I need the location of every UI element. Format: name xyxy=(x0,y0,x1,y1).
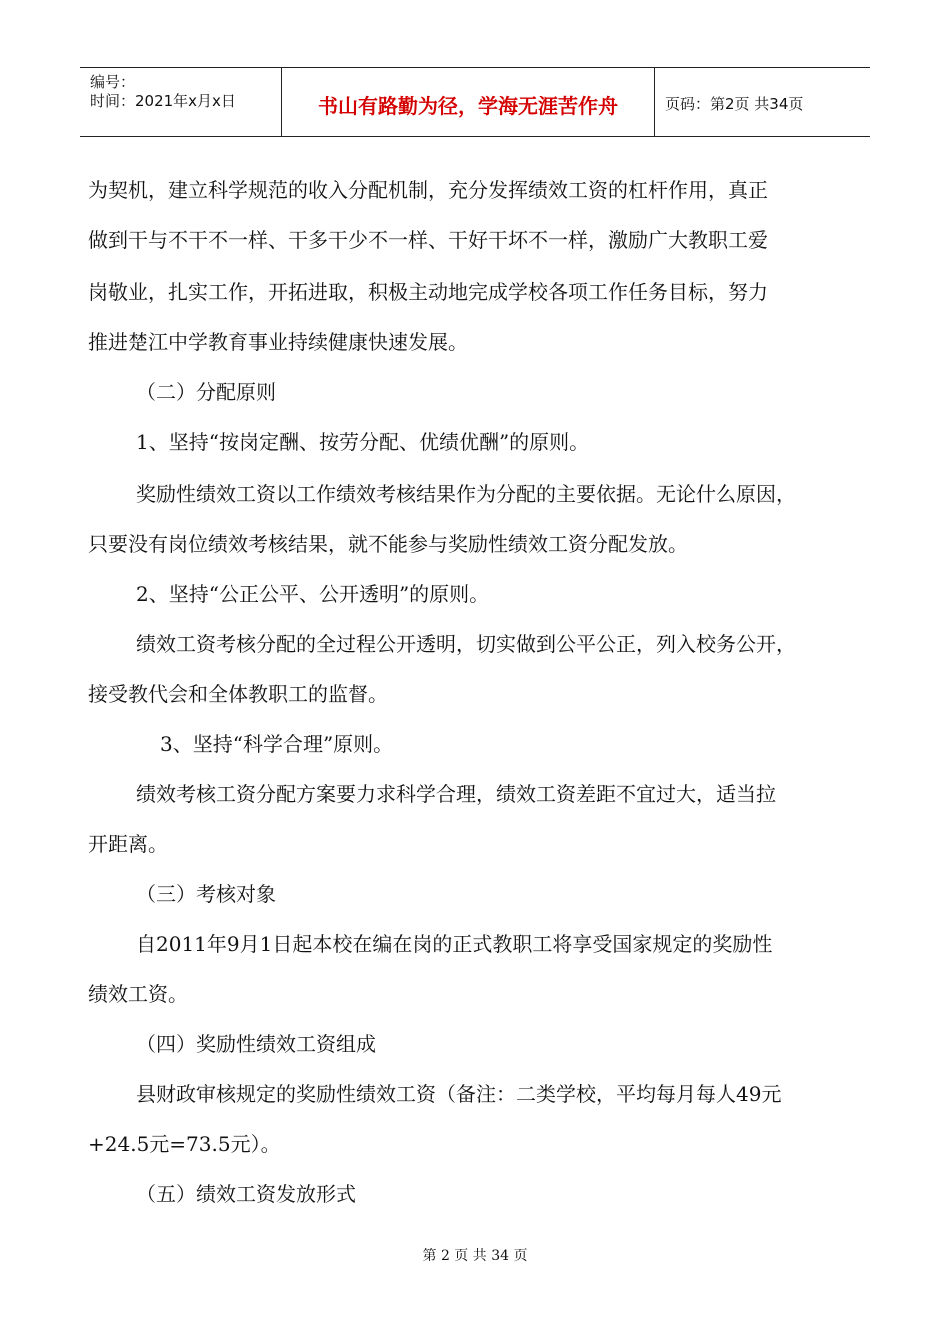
time-label: 时间：2021年x月x日 xyxy=(90,92,236,110)
body-line: 岗敬业，扎实工作，开拓进取，积极主动地完成学校各项工作任务目标，努力 xyxy=(88,280,768,304)
body-line: 奖励性绩效工资以工作绩效考核结果作为分配的主要依据。无论什么原因， xyxy=(136,482,796,506)
principle-item: 3、坚持“科学合理”原则。 xyxy=(160,732,394,756)
body-line: 只要没有岗位绩效考核结果，就不能参与奖励性绩效工资分配发放。 xyxy=(88,532,688,556)
page-footer: 第 2 页 共 34 页 xyxy=(422,1248,528,1264)
body-line: 绩效考核工资分配方案要力求科学合理，绩效工资差距不宜过大，适当拉 xyxy=(136,782,776,806)
number-label: 编号： xyxy=(90,73,136,91)
body-line: 绩效工资。 xyxy=(88,982,188,1006)
header-meta xyxy=(80,68,280,136)
section-heading: （三）考核对象 xyxy=(136,882,276,906)
document-header xyxy=(80,67,870,137)
body-line: 做到干与不干不一样、干多干少不一样、干好干坏不一样，激励广大教职工爱 xyxy=(88,228,768,252)
section-heading: （四）奖励性绩效工资组成 xyxy=(136,1032,376,1056)
principle-item: 1、坚持“按岗定酬、按劳分配、优绩优酬”的原则。 xyxy=(136,430,590,454)
body-line: 县财政审核规定的奖励性绩效工资（备注：二类学校，平均每月每人49元 xyxy=(136,1082,782,1106)
header-page-code-cell xyxy=(655,68,870,136)
page-code: 页码：第2页 共34页 xyxy=(665,95,804,113)
motto-text: 书山有路勤为径，学海无涯苦作舟 xyxy=(318,94,618,118)
body-line: 接受教代会和全体教职工的监督。 xyxy=(88,682,388,706)
section-heading: （二）分配原则 xyxy=(136,380,276,404)
body-line: 绩效工资考核分配的全过程公开透明，切实做到公平公正，列入校务公开， xyxy=(136,632,796,656)
principle-item: 2、坚持“公正公平、公开透明”的原则。 xyxy=(136,582,490,606)
body-line: +24.5元=73.5元）。 xyxy=(88,1132,281,1156)
body-line: 开距离。 xyxy=(88,832,168,856)
body-line: 推进楚江中学教育事业持续健康快速发展。 xyxy=(88,330,468,354)
body-line: 为契机，建立科学规范的收入分配机制，充分发挥绩效工资的杠杆作用，真正 xyxy=(88,178,768,202)
header-motto-cell xyxy=(281,68,655,136)
body-line: 自2011年9月1日起本校在编在岗的正式教职工将享受国家规定的奖励性 xyxy=(136,932,773,956)
section-heading: （五）绩效工资发放形式 xyxy=(136,1182,356,1206)
